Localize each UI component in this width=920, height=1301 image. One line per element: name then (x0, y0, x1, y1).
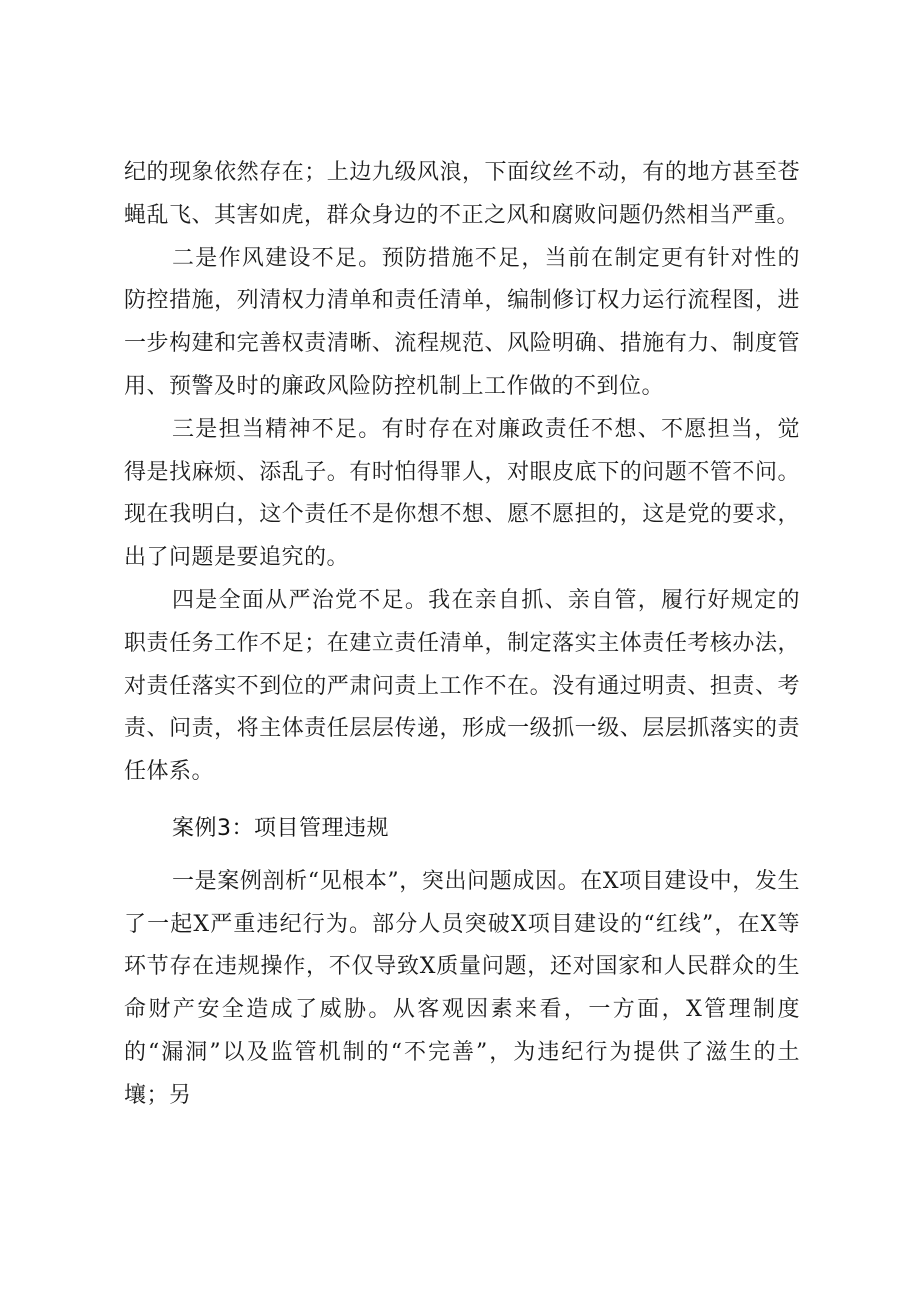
paragraph-work-style: 二是作风建设不足。预防措施不足，当前在制定更有针对性的防控措施，列清权力清单和责任清单，编制修订权力运行流程图，进一步构建和完善权责清晰、流程规范、风险明确、措施有力、制度管用、预警及时的廉政风险防控机制上工作做的不到位。 (124, 245, 800, 399)
document-body (124, 152, 800, 1118)
paragraph-party-governance: 四是全面从严治党不足。我在亲自抓、亲自管，履行好规定的职责任务工作不足；在建立责任清单，制定落实主体责任考核办法，对责任落实不到位的严肃问责上工作不在。没有通过明责、担责、考责、问责，将主体责任层层传递，形成一级抓一级、层层抓落实的责任体系。 (124, 587, 800, 785)
paragraph-responsibility-spirit: 三是担当精神不足。有时存在对廉政责任不想、不愿担当，觉得是找麻烦、添乱子。有时怕得罪人，对眼皮底下的问题不管不问。现在我明白，这个责任不是你想不想、愿不愿担的，这是党的要求，出了问题是要追究的。 (124, 416, 800, 571)
paragraph-case-analysis: 一是案例剖析“见根本”，突出问题成因。在X项目建设中，发生了一起X严重违纪行为。部分人员突破X项目建设的“红线”，在X等环节存在违规操作，不仅导致X质量问题，还对国家和人民群众的生命财产安全造成了威胁。从客观因素来看，一方面，X管理制度的“漏洞”以及监管机制的“不完善”，为违纪行为提供了滋生的土壤；另 (124, 868, 800, 1108)
section-heading: 案例3：项目管理违规 (172, 815, 389, 841)
paragraph-continuation: 纪的现象依然存在；上边九级风浪，下面纹丝不动，有的地方甚至苍蝇乱飞、其害如虎，群众身边的不正之风和腐败问题仍然相当严重。 (124, 160, 800, 228)
